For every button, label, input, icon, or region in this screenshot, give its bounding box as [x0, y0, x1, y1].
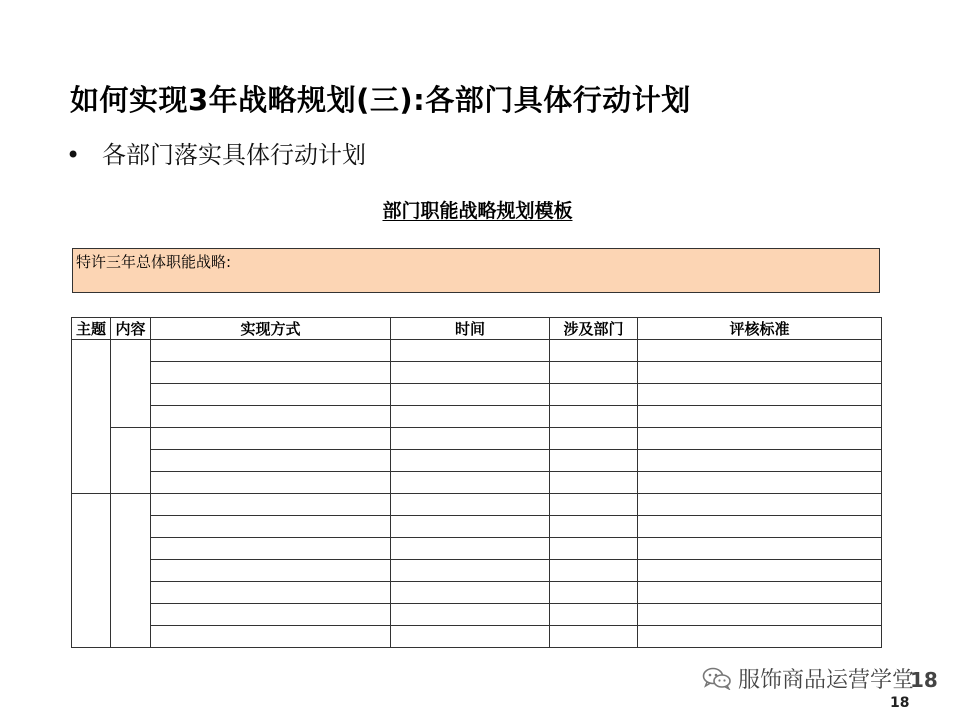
method-cell[interactable] [151, 538, 391, 560]
time-cell[interactable] [391, 450, 550, 472]
table-row [72, 538, 882, 560]
header-theme: 主题 [72, 318, 111, 340]
criteria-cell[interactable] [638, 516, 882, 538]
criteria-cell[interactable] [638, 362, 882, 384]
time-cell[interactable] [391, 516, 550, 538]
table-row [72, 340, 882, 362]
method-cell[interactable] [151, 472, 391, 494]
table-row [72, 494, 882, 516]
method-cell[interactable] [151, 340, 391, 362]
content-cell[interactable] [111, 494, 151, 648]
table-row [72, 516, 882, 538]
time-cell[interactable] [391, 538, 550, 560]
department-cell[interactable] [550, 626, 638, 648]
time-cell[interactable] [391, 626, 550, 648]
watermark [702, 664, 914, 692]
table-row [72, 626, 882, 648]
method-cell[interactable] [151, 406, 391, 428]
criteria-cell[interactable] [638, 604, 882, 626]
method-cell[interactable] [151, 604, 391, 626]
header-departments: 涉及部门 [550, 318, 638, 340]
header-criteria: 评核标准 [638, 318, 882, 340]
table-row [72, 406, 882, 428]
table-row [72, 582, 882, 604]
department-cell[interactable] [550, 428, 638, 450]
criteria-cell[interactable] [638, 340, 882, 362]
content-cell[interactable] [111, 340, 151, 428]
table-row [72, 384, 882, 406]
criteria-cell[interactable] [638, 560, 882, 582]
table-row [72, 450, 882, 472]
department-cell[interactable] [550, 494, 638, 516]
time-cell[interactable] [391, 406, 550, 428]
header-time: 时间 [391, 318, 550, 340]
strategy-box-label: 特许三年总体职能战略: [76, 253, 232, 271]
method-cell[interactable] [151, 626, 391, 648]
criteria-cell[interactable] [638, 626, 882, 648]
theme-cell[interactable] [72, 340, 111, 494]
department-cell[interactable] [550, 538, 638, 560]
table-row [72, 472, 882, 494]
department-cell[interactable] [550, 340, 638, 362]
time-cell[interactable] [391, 428, 550, 450]
department-cell[interactable] [550, 516, 638, 538]
table-row [72, 560, 882, 582]
theme-cell[interactable] [72, 494, 111, 648]
time-cell[interactable] [391, 362, 550, 384]
method-cell[interactable] [151, 362, 391, 384]
department-cell[interactable] [550, 582, 638, 604]
criteria-cell[interactable] [638, 494, 882, 516]
department-cell[interactable] [550, 472, 638, 494]
department-cell[interactable] [550, 362, 638, 384]
method-cell[interactable] [151, 516, 391, 538]
criteria-cell[interactable] [638, 582, 882, 604]
table-row [72, 362, 882, 384]
department-cell[interactable] [550, 384, 638, 406]
time-cell[interactable] [391, 472, 550, 494]
department-cell[interactable] [550, 560, 638, 582]
department-cell[interactable] [550, 604, 638, 626]
page-number: 18 [890, 695, 910, 711]
bullet-item [66, 135, 366, 170]
header-content: 内容 [111, 318, 151, 340]
criteria-cell[interactable] [638, 384, 882, 406]
action-plan-table [71, 317, 882, 648]
time-cell[interactable] [391, 494, 550, 516]
template-title: 部门职能战略规划模板 [382, 200, 573, 222]
bullet-dot: • [66, 141, 81, 169]
time-cell[interactable] [391, 340, 550, 362]
criteria-cell[interactable] [638, 450, 882, 472]
method-cell[interactable] [151, 450, 391, 472]
watermark-text: 服饰商品运营学堂 [738, 667, 915, 693]
method-cell[interactable] [151, 384, 391, 406]
wechat-icon [702, 666, 732, 690]
time-cell[interactable] [391, 604, 550, 626]
department-cell[interactable] [550, 406, 638, 428]
time-cell[interactable] [391, 560, 550, 582]
strategy-box [72, 248, 880, 293]
method-cell[interactable] [151, 560, 391, 582]
table-row [72, 604, 882, 626]
method-cell[interactable] [151, 582, 391, 604]
content-cell[interactable] [111, 428, 151, 494]
header-method: 实现方式 [151, 318, 391, 340]
criteria-cell[interactable] [638, 472, 882, 494]
time-cell[interactable] [391, 384, 550, 406]
page-number-overlay: 18 [910, 668, 938, 692]
method-cell[interactable] [151, 494, 391, 516]
criteria-cell[interactable] [638, 406, 882, 428]
bullet-text: 各部门落实具体行动计划 [102, 141, 366, 169]
table-row [72, 428, 882, 450]
method-cell[interactable] [151, 428, 391, 450]
department-cell[interactable] [550, 450, 638, 472]
table-header-row [72, 318, 882, 340]
criteria-cell[interactable] [638, 538, 882, 560]
criteria-cell[interactable] [638, 428, 882, 450]
slide-title: 如何实现3年战略规划(三):各部门具体行动计划 [70, 83, 691, 117]
time-cell[interactable] [391, 582, 550, 604]
